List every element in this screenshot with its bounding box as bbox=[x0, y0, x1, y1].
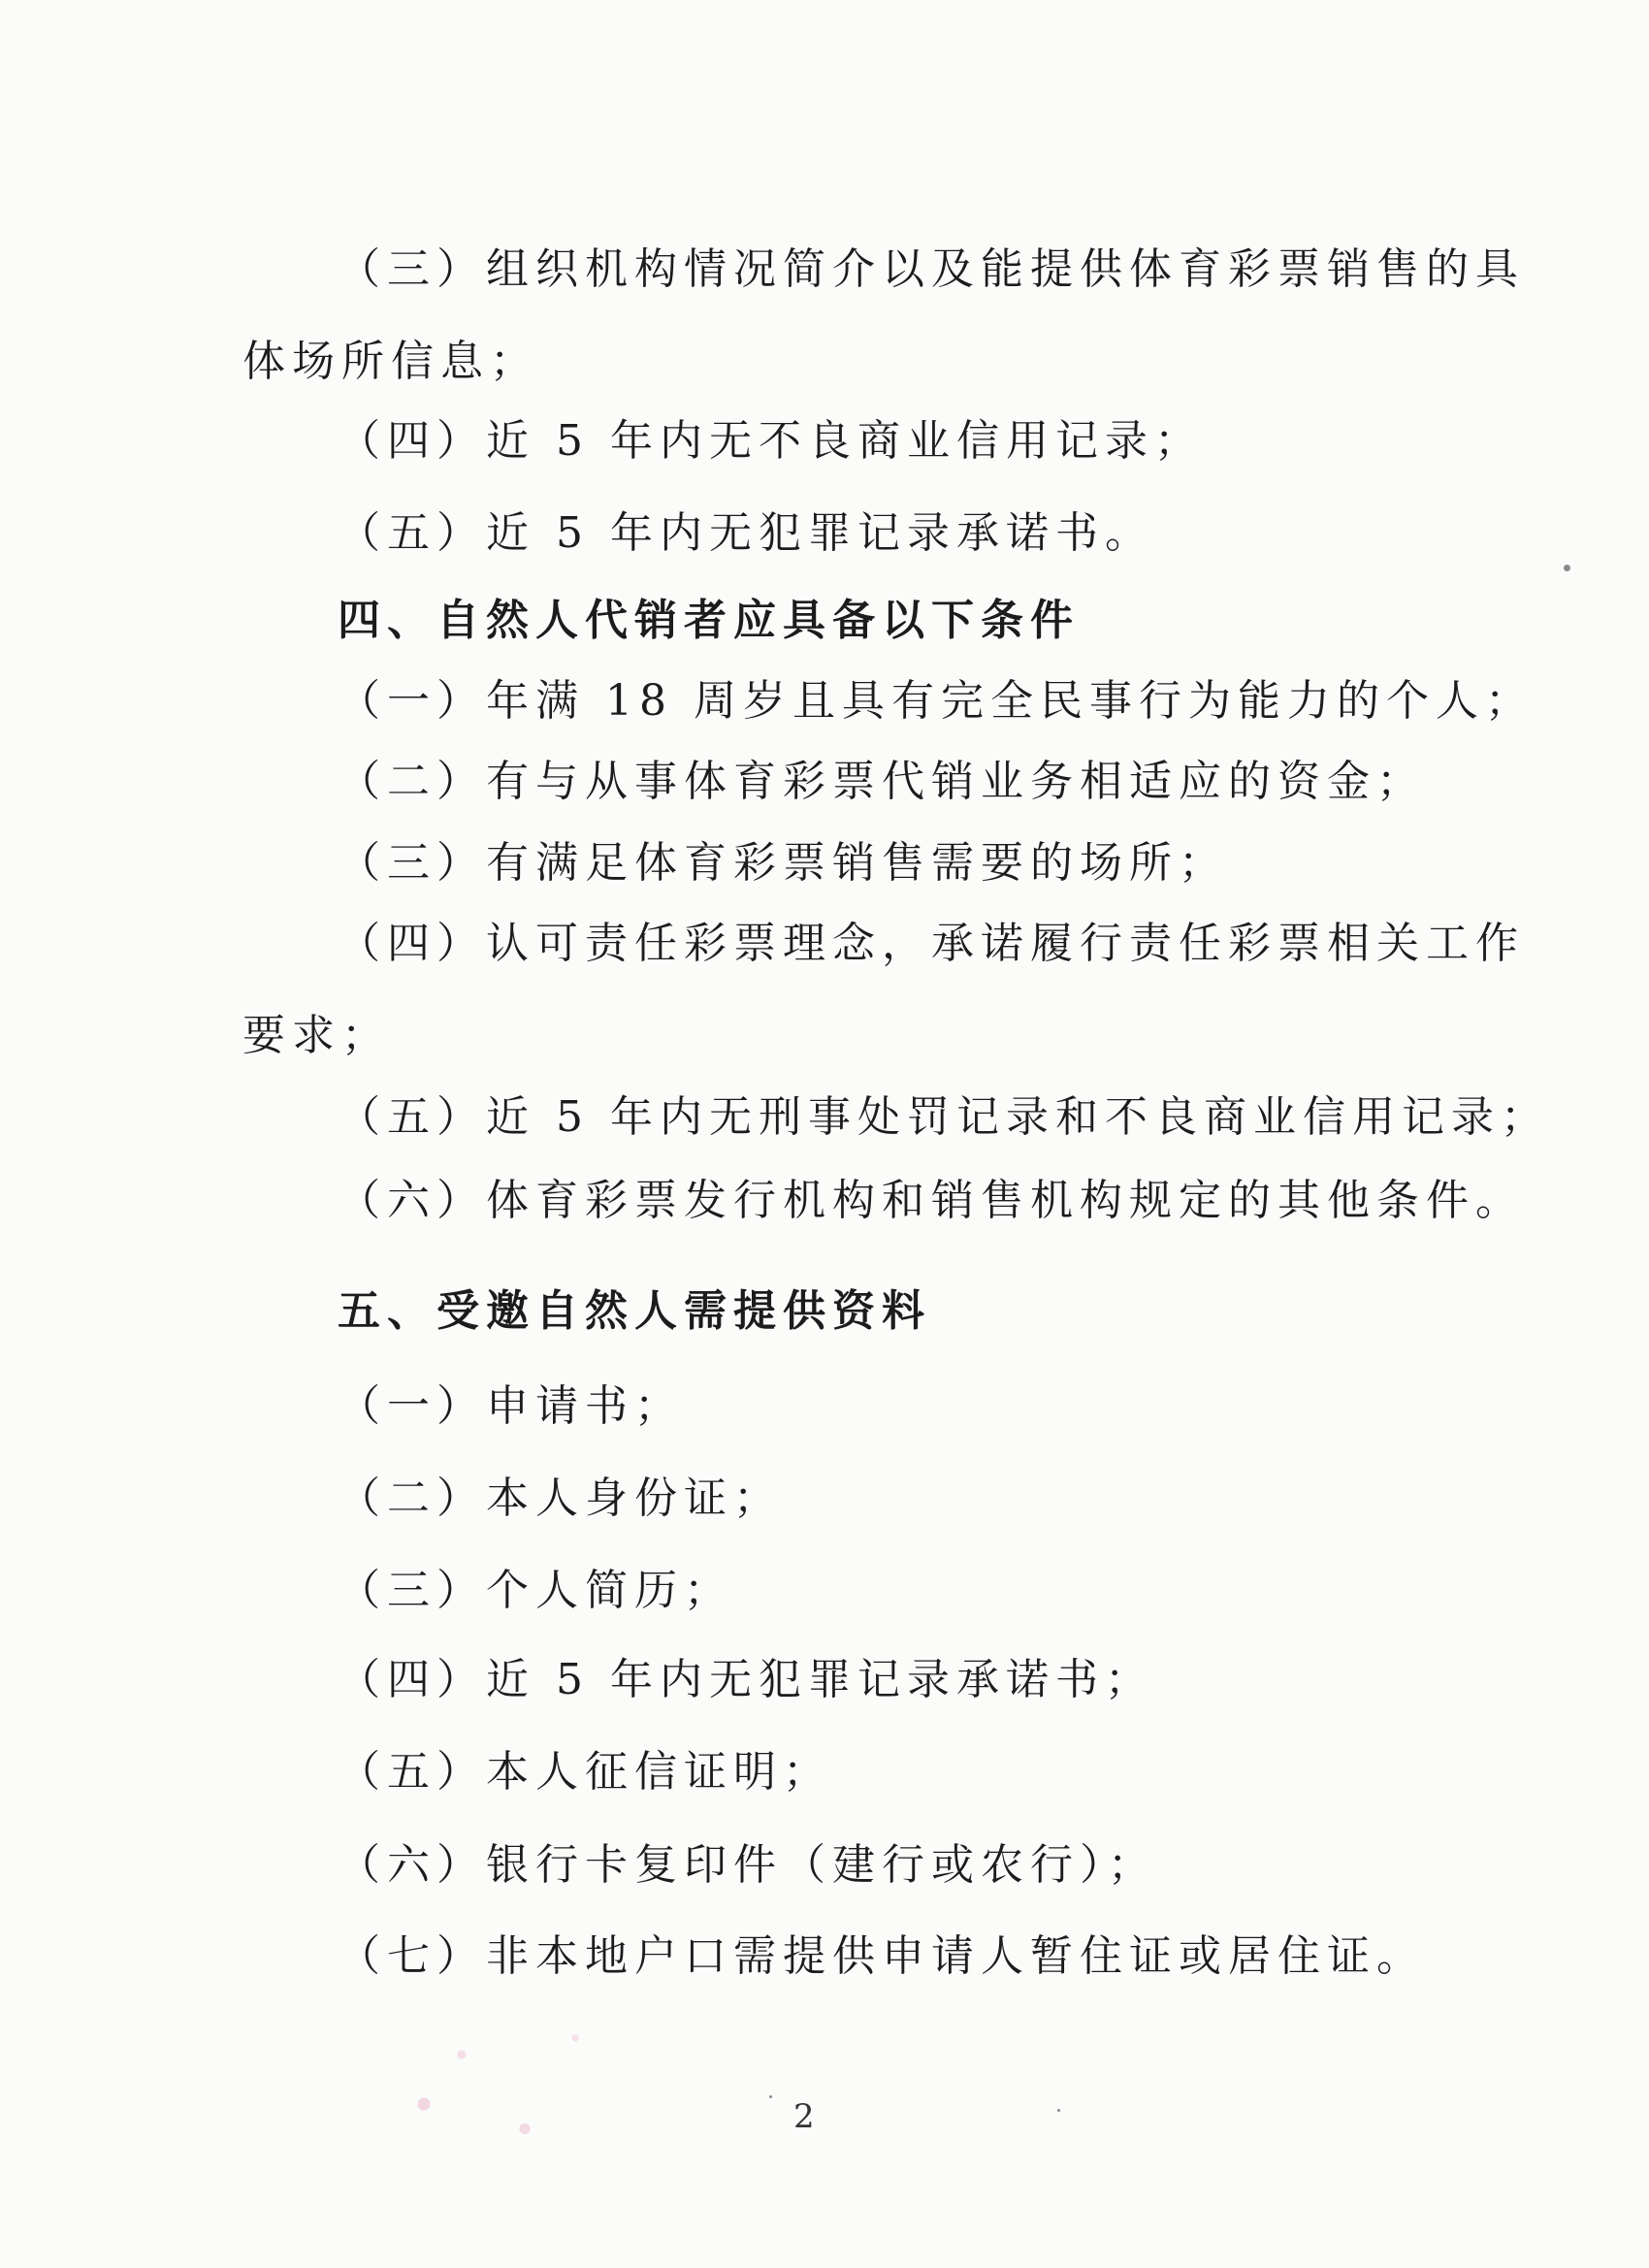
scan-speck bbox=[1564, 565, 1570, 571]
list-item-6-bank-card: （六）银行卡复印件（建行或农行）； bbox=[338, 1840, 1157, 1890]
section-heading-5: 五、受邀自然人需提供资料 bbox=[338, 1286, 931, 1336]
scan-speck bbox=[769, 2095, 772, 2098]
faint-stamp-mark bbox=[373, 1989, 626, 2154]
list-item-3-continuation: 体场所信息； bbox=[242, 337, 539, 386]
section-heading-4: 四、自然人代销者应具备以下条件 bbox=[338, 596, 1080, 645]
list-item-5-credit-report: （五）本人征信证明； bbox=[338, 1747, 832, 1797]
list-item-4-responsible-lottery: （四）认可责任彩票理念，承诺履行责任彩票相关工作 bbox=[338, 919, 1525, 968]
list-item-4-credit-record: （四）近 5 年内无不良商业信用记录； bbox=[338, 416, 1204, 466]
list-item-7-residence-permit: （七）非本地户口需提供申请人暂住证或居住证。 bbox=[338, 1931, 1426, 1981]
list-item-6-other-conditions: （六）体育彩票发行机构和销售机构规定的其他条件。 bbox=[338, 1176, 1525, 1225]
list-item-5-criminal-pledge: （五）近 5 年内无犯罪记录承诺书。 bbox=[338, 508, 1154, 558]
list-item-3-org-intro: （三）组织机构情况简介以及能提供体育彩票销售的具 bbox=[338, 244, 1525, 294]
list-item-4-criminal-pledge: （四）近 5 年内无犯罪记录承诺书； bbox=[338, 1655, 1154, 1704]
list-item-4-continuation: 要求； bbox=[242, 1011, 391, 1060]
list-item-5-records: （五）近 5 年内无刑事处罚记录和不良商业信用记录； bbox=[338, 1092, 1550, 1142]
list-item-2-id-card: （二）本人身份证； bbox=[338, 1474, 783, 1523]
list-item-3-venue: （三）有满足体育彩票销售需要的场所； bbox=[338, 838, 1228, 888]
list-item-2-funds: （二）有与从事体育彩票代销业务相适应的资金； bbox=[338, 757, 1426, 806]
list-item-3-resume: （三）个人简历； bbox=[338, 1566, 733, 1615]
page-number: 2 bbox=[793, 2097, 815, 2136]
scan-speck bbox=[1057, 2109, 1060, 2112]
list-item-1-age: （一）年满 18 周岁且具有完全民事行为能力的个人； bbox=[338, 676, 1535, 726]
list-item-1-application: （一）申请书； bbox=[338, 1381, 684, 1431]
